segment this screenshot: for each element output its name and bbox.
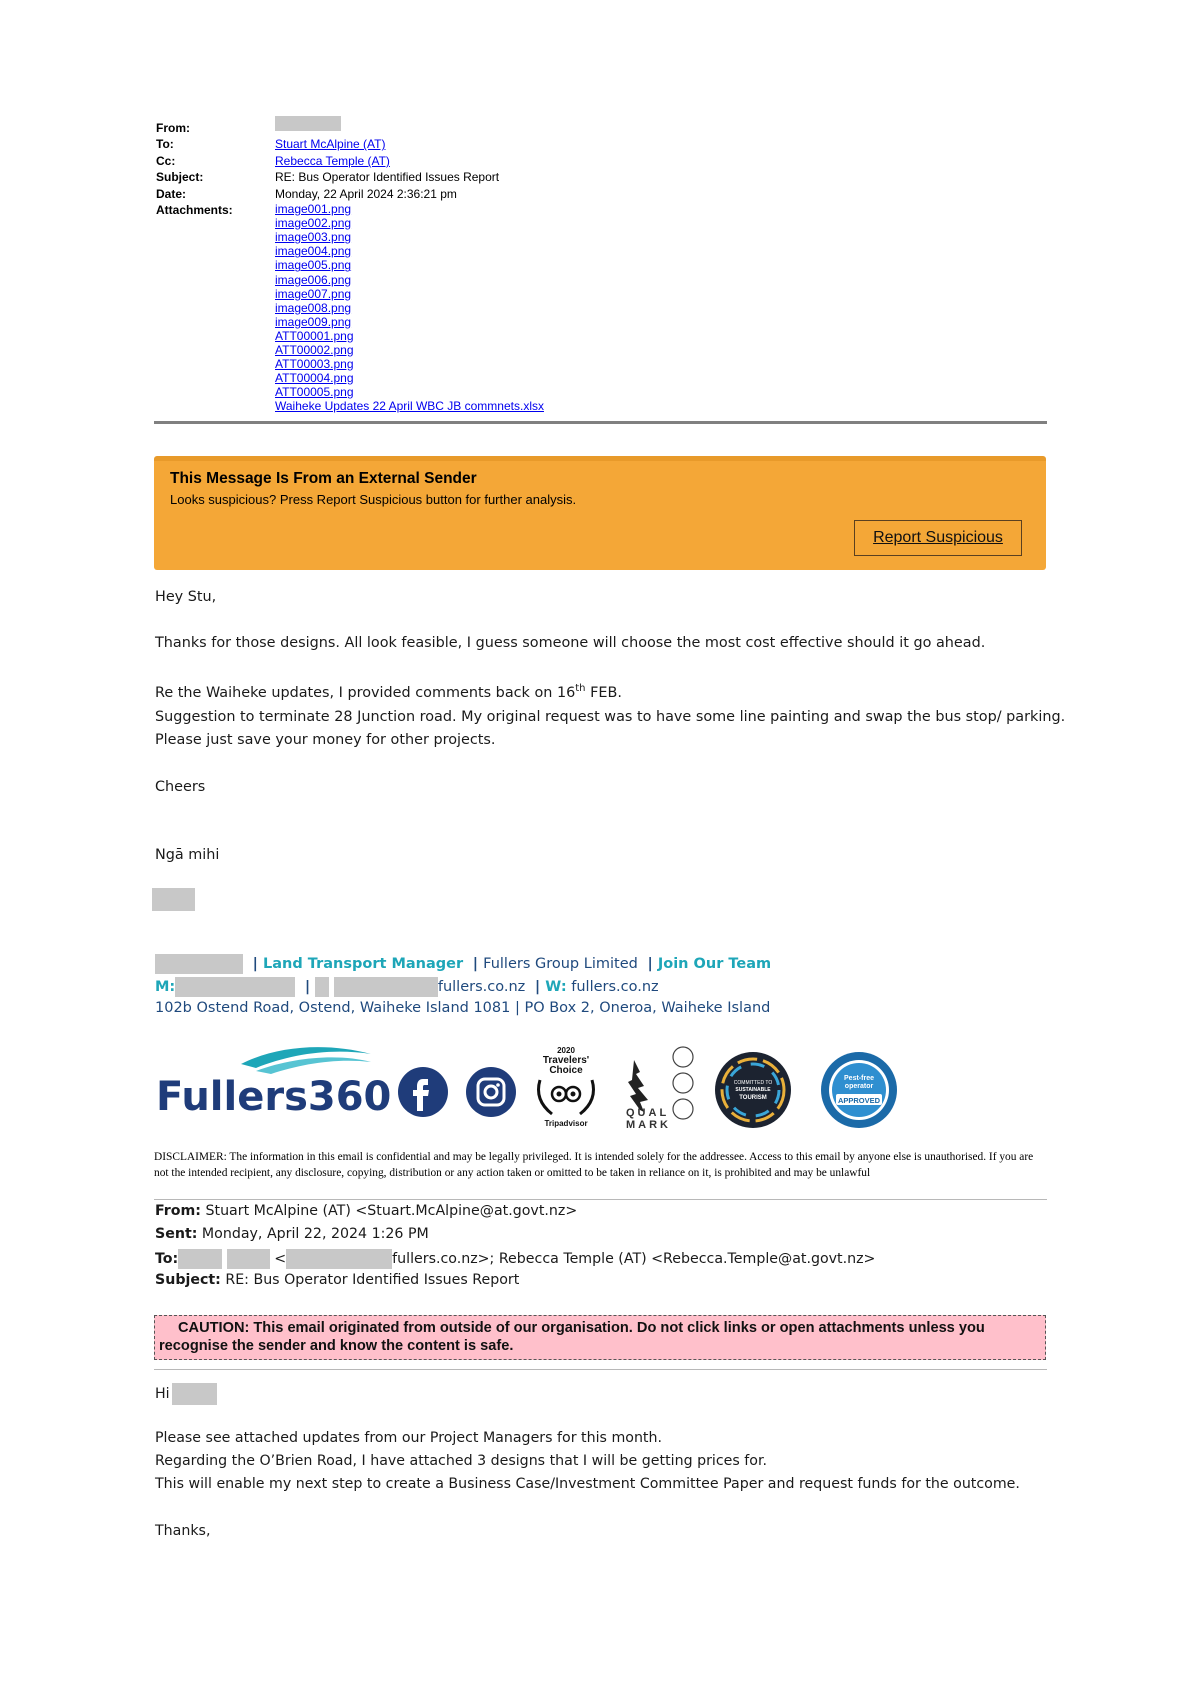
signature-line-1: | Land Transport Manager | Fullers Group Limited | Join Our Team: [155, 954, 771, 974]
body-paragraph: Suggestion to terminate 28 Junction road. My original request was to have some line painting and swap the bus stop/ parking.: [155, 709, 1066, 725]
redacted-email-prefix: [315, 977, 329, 997]
website-label: W:: [545, 979, 567, 995]
redacted-name: [155, 954, 243, 974]
tripadvisor-name: Tripadvisor: [544, 1119, 588, 1128]
redacted-recipient-last: [227, 1249, 270, 1269]
original-closing: Thanks,: [155, 1523, 211, 1539]
greeting: Hey Stu,: [155, 589, 217, 605]
attachment-link[interactable]: ATT00003.png: [275, 357, 354, 372]
forwarded-to-bracket: <: [274, 1251, 287, 1267]
attachment-link[interactable]: image001.png: [275, 202, 352, 217]
attachment-link[interactable]: image004.png: [275, 244, 352, 259]
caution-divider: [154, 1369, 1047, 1370]
disclaimer-divider: [154, 1199, 1047, 1200]
qualmark-text: MARK: [626, 1119, 671, 1129]
fullers360-logo-text: Fullers360: [156, 1074, 392, 1120]
date-value: Monday, 22 April 2024 2:36:21 pm: [275, 186, 457, 201]
closing: Cheers: [155, 779, 206, 795]
forwarded-to-value: fullers.co.nz>; Rebecca Temple (AT) <Rebecca.Temple@at.govt.nz>: [392, 1251, 876, 1267]
body-text-segment: FEB.: [585, 684, 622, 701]
body-paragraph: Thanks for those designs. All look feasible, I guess someone will choose the most cost effective should it go ahead.: [155, 635, 986, 651]
original-greeting-text: Hi: [155, 1386, 170, 1402]
attachment-link[interactable]: image008.png: [275, 300, 352, 315]
original-line: Please see attached updates from our Project Managers for this month.: [155, 1430, 663, 1446]
attachment-link[interactable]: image006.png: [275, 272, 352, 287]
signature-role: Land Transport Manager: [263, 956, 464, 972]
signature-logos: [156, 1044, 916, 1129]
caution-banner: [154, 1315, 1046, 1360]
tourism-badge-text: TOURISM: [739, 1095, 767, 1101]
sustainable-tourism-badge: [715, 1052, 791, 1128]
attachment-link[interactable]: image009.png: [275, 314, 352, 329]
attachment-link[interactable]: ATT00004.png: [275, 371, 354, 386]
original-greeting: [155, 1383, 217, 1405]
website-link[interactable]: fullers.co.nz: [571, 979, 659, 995]
pest-badge-text: operator: [844, 1083, 874, 1090]
forwarded-subject-value: RE: Bus Operator Identified Issues Report: [225, 1272, 520, 1288]
pest-badge-text: Pest-free: [844, 1075, 874, 1082]
subject-value: RE: Bus Operator Identified Issues Report: [275, 170, 500, 185]
original-line: Regarding the O’Brien Road, I have attached 3 designs that I will be getting prices for.: [155, 1453, 768, 1469]
tripadvisor-badge: [539, 1046, 594, 1128]
forwarded-to: [155, 1249, 875, 1269]
redacted-name: [152, 888, 195, 911]
mobile-label: M:: [155, 979, 176, 995]
redacted-sender: [275, 116, 341, 131]
pest-badge-text: APPROVED: [837, 1096, 881, 1105]
to-link[interactable]: Stuart McAlpine (AT): [275, 137, 386, 152]
caution-text: CAUTION: This email originated from outside of our organisation. Do not click links or open attachments unless you recognise the sender and know the content is safe.: [159, 1320, 985, 1354]
attachment-link[interactable]: ATT00005.png: [275, 385, 354, 400]
forwarded-sent-label: Sent:: [155, 1226, 198, 1242]
banner-text: Looks suspicious? Press Report Suspicious button for further analysis.: [170, 492, 577, 507]
signoff: Ngā mihi: [155, 847, 220, 863]
qualmark-text: QUAL: [626, 1107, 670, 1119]
redacted-recipient-first: [178, 1249, 222, 1269]
disclaimer: DISCLAIMER: The information in this email is confidential and may be legally privileged. It is intended solely for the addressee. Access to this email by anyone else is unauthorised. If you are not the intended recipient, any disclosure, copying, distribution or any action taken or omitted to be taken in reliance on it, is prohibited and may be unlawful: [154, 1151, 1034, 1179]
instagram-icon[interactable]: [466, 1067, 516, 1117]
report-suspicious-button[interactable]: Report Suspicious: [854, 520, 1022, 556]
tripadvisor-line: Choice: [549, 1065, 583, 1076]
redacted-recipient-name: [172, 1383, 217, 1405]
date-label: Date:: [156, 186, 187, 201]
body-text-segment: Re the Waiheke updates, I provided comments back on 16: [155, 684, 576, 701]
attachments-label: Attachments:: [156, 203, 233, 218]
attachment-link[interactable]: ATT00002.png: [275, 342, 354, 357]
external-sender-banner: [154, 456, 1046, 570]
forwarded-sent: [155, 1226, 429, 1242]
forwarded-sent-value: Monday, April 22, 2024 1:26 PM: [201, 1226, 429, 1242]
attachment-link[interactable]: Waiheke Updates 22 April WBC JB commnets.xlsx: [275, 399, 544, 414]
attachment-link[interactable]: image005.png: [275, 258, 352, 273]
facebook-icon[interactable]: [398, 1067, 448, 1117]
attachment-link[interactable]: image003.png: [275, 230, 352, 245]
join-our-team-link[interactable]: Join Our Team: [657, 956, 772, 972]
forwarded-from-value: Stuart McAlpine (AT) <Stuart.McAlpine@at.govt.nz>: [205, 1203, 578, 1219]
signature-line-2: M: | fullers.co.nz | W: fullers.co.nz: [155, 979, 659, 995]
pest-free-badge: [821, 1052, 897, 1128]
redacted-recipient-email: [286, 1249, 392, 1269]
tripadvisor-line: Travelers': [542, 1055, 590, 1066]
from-label: From:: [156, 121, 190, 135]
signature-email-domain[interactable]: fullers.co.nz: [437, 979, 526, 995]
cc-label: Cc:: [156, 153, 176, 168]
banner-title: This Message Is From an External Sender: [170, 470, 477, 487]
forwarded-subject-label: Subject:: [155, 1272, 221, 1288]
original-line: This will enable my next step to create a Business Case/Investment Committee Paper and request funds for the outcome.: [155, 1476, 1020, 1492]
attachment-list: [275, 202, 544, 413]
body-paragraph: [155, 683, 622, 701]
body-paragraph: Please just save your money for other projects.: [155, 732, 496, 748]
redacted-phone: [175, 977, 295, 997]
forwarded-from: [155, 1203, 577, 1219]
attachment-link[interactable]: image002.png: [275, 216, 352, 231]
forwarded-to-label: To:: [155, 1251, 179, 1267]
ordinal-suffix: th: [575, 683, 586, 694]
to-label: To:: [156, 137, 174, 152]
attachment-link[interactable]: image007.png: [275, 286, 352, 301]
fullers360-logo: [156, 1047, 391, 1120]
signature-address: 102b Ostend Road, Ostend, Waiheke Island 1081 | PO Box 2, Oneroa, Waiheke Island: [155, 1000, 771, 1016]
signature-company: Fullers Group Limited: [483, 956, 638, 972]
tourism-badge-text: SUSTAINABLE: [735, 1087, 771, 1093]
cc-link[interactable]: Rebecca Temple (AT): [275, 153, 390, 168]
tripadvisor-year: 2020: [557, 1046, 575, 1055]
attachment-link[interactable]: ATT00001.png: [275, 328, 354, 343]
header-divider: [154, 421, 1047, 424]
forwarded-subject: [155, 1272, 519, 1288]
redacted-email-user: [334, 977, 438, 997]
tourism-badge-text: COMMITTED TO: [733, 1080, 773, 1086]
forwarded-from-label: From:: [155, 1203, 201, 1219]
subject-label: Subject:: [156, 170, 204, 185]
qualmark-badge: [626, 1047, 693, 1129]
email-header: [156, 120, 544, 413]
